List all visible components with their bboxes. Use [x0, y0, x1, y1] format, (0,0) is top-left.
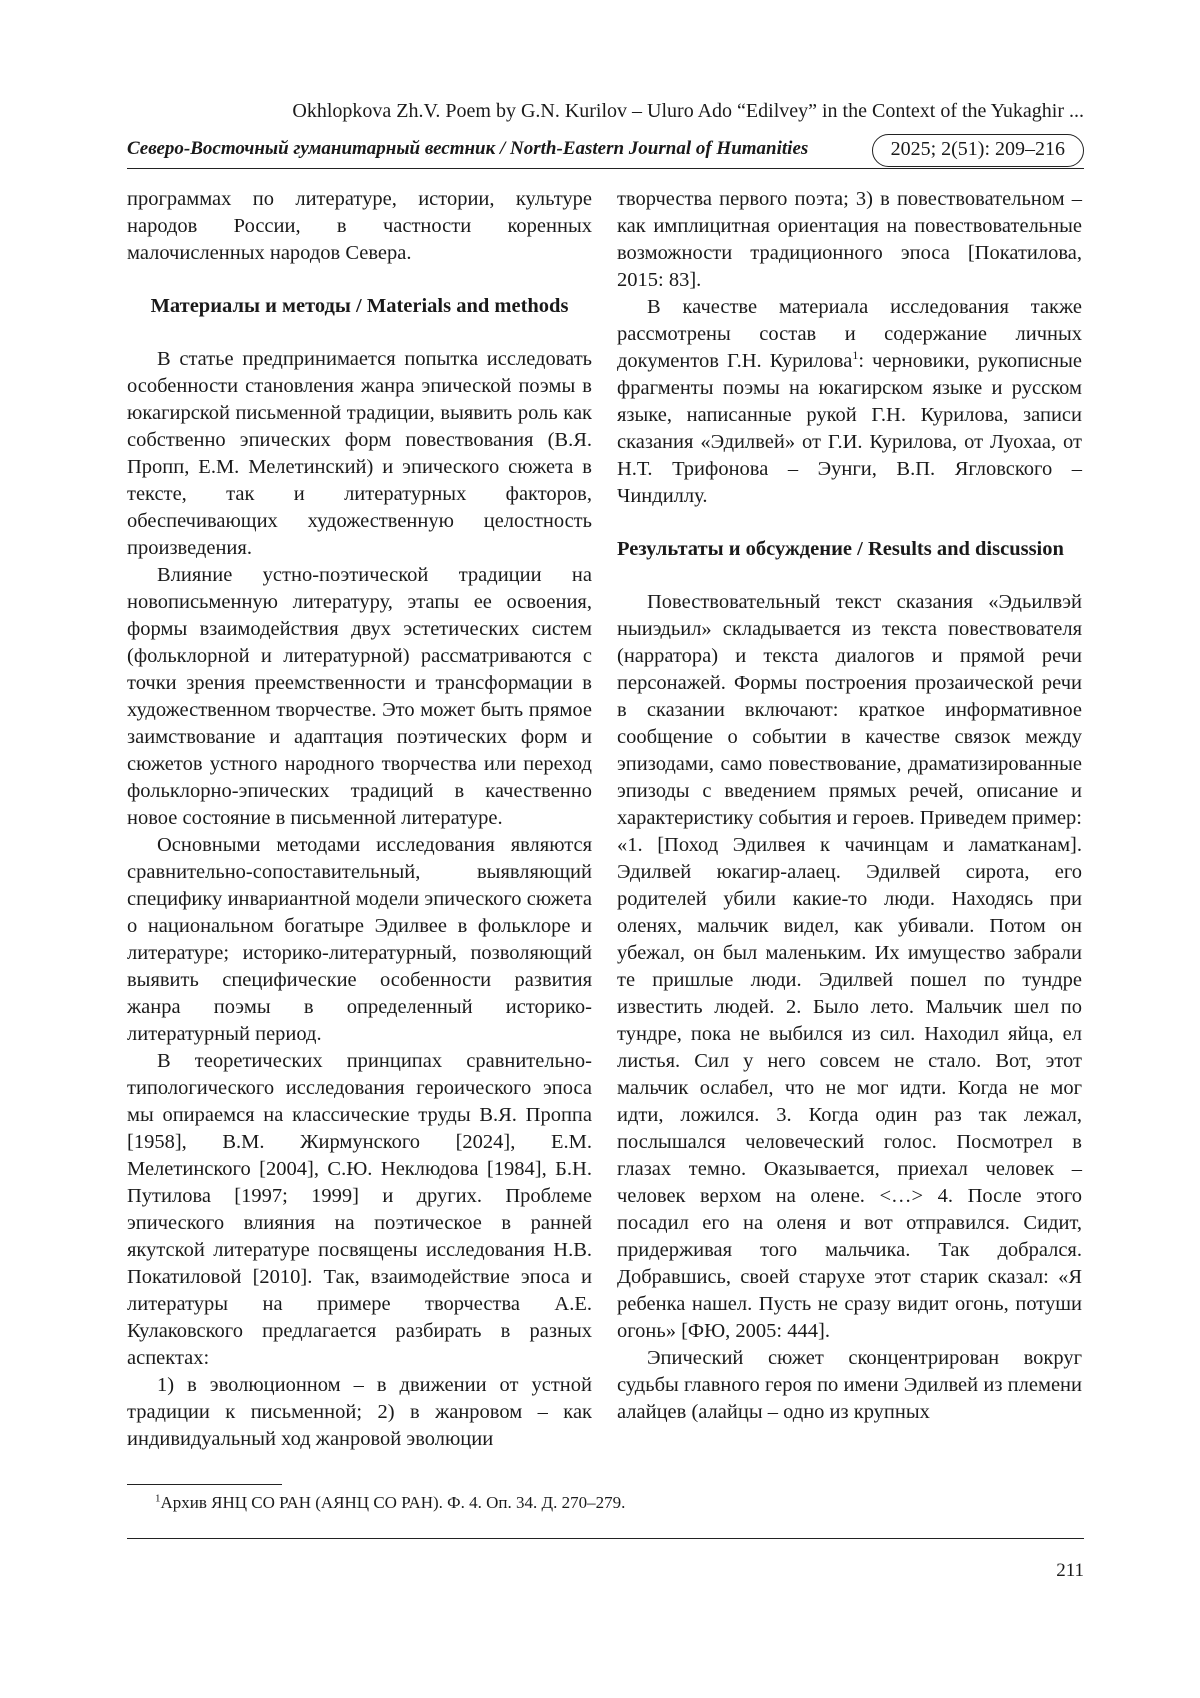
footnote-divider	[127, 1484, 282, 1485]
paragraph: Влияние устно-поэтической традиции на новописьменную литературу, этапы ее освоения, формы взаимодействия двух эстетических систем (фольклорной и литературной) рассматриваются с точки зрения преемственности и трансформации в художественном творчестве. Это может быть прямое заимствование и адаптация поэтических форм и сюжетов устного народного творчества или переход фольклорно-эпических традиций в качественно новое состояние в письменной литературе.	[127, 564, 592, 829]
paragraph: В статье предпринимается попытка исследовать особенности становления жанра эпической поэмы в юкагирской письменной традиции, выявить роль как собственно эпических форм повествования (В.Я. Пропп, Е.М. Мелетинский) и эпического сюжета в тексте, так и литературных факторов, обеспечивающих художественную целостность произведения.	[127, 348, 592, 559]
footer-divider	[127, 1538, 1084, 1539]
paragraph: Основными методами исследования являются сравнительно-сопоставительный, выявляющий специфику инвариантной модели эпического сюжета о национальном богатыре Эдилвее в фольклоре и литературе; историко-литературный, позволяющий выявить специфические особенности развития жанра поэмы в определенный историко-литературный период.	[127, 834, 592, 1045]
paragraph: творчества первого поэта; 3) в повествовательном – как имплицитная ориентация на повествовательные возможности традиционного эпоса [Покатилова, 2015: 83].	[617, 188, 1082, 291]
text: В качестве материала исследования также рассмотрены состав и содержание личных документов Г.Н. Курилова	[617, 296, 1082, 372]
running-title: Okhlopkova Zh.V. Poem by G.N. Kurilov – Uluro Ado “Edilvey” in the Context of the Yukaghir ...	[292, 100, 1084, 122]
journal-name: Северо-Восточный гуманитарный вестник / North-Eastern Journal of Humanities	[127, 138, 809, 159]
paragraph: Эпический сюжет сконцентрирован вокруг судьбы главного героя по имени Эдилвей из племени алайцев (алайцы – одно из крупных	[617, 1347, 1082, 1423]
footnote-text: Архив ЯНЦ СО РАН (АЯНЦ СО РАН). Ф. 4. Оп. 34. Д. 270–279.	[160, 1493, 626, 1512]
right-column	[617, 186, 1082, 1426]
journal-header	[127, 134, 1084, 169]
section-heading-results: Результаты и обсуждение / Results and discussion	[617, 538, 1064, 560]
footnote-mark: 1	[155, 1492, 161, 1505]
text: : черновики, рукописные фрагменты поэмы на юкагирском языке и русском языке, написанные рукой Г.Н. Курилова, записи сказания «Эдилвей» от Г.И. Курилова, от Луохаа, от Н.Т. Трифонова – Эунги, В.П. Ягловского – Чиндиллу.	[617, 350, 1082, 507]
footnote-reference[interactable]: 1	[852, 348, 859, 363]
paragraph: Повествовательный текст сказания «Эдьилвэй ныиэдьил» складывается из текста повествователя (нарратора) и текста диалогов и прямой речи персонажей. Формы построения прозаической речи в сказании включают: краткое информативное сообщение о событии в качестве связок между эпизодами, само повествование, драматизированные эпизоды с введением прямых речей, описание и характеристику события и героев. Приведем пример: «1. [Поход Эдилвея к чачинцам и ламатканам]. Эдилвей юкагир-алаец. Эдилвей сирота, его родителей убили какие-то люди. Находясь при оленях, мальчик видел, как убивали. Потом он убежал, он был маленьким. Их имущество забрали те пришлые люди. Эдилвей пошел по тундре известить людей. 2. Было лето. Мальчик шел по тундре, пока не выбился из сил. Находил яйца, ел листья. Сил у него совсем не стало. Вот, этот мальчик ослабел, что не мог идти. Когда не мог идти, ложился. 3. Когда один раз так лежал, послышался человеческий голос. Посмотрел в глазах темно. Оказывается, приехал человек – человек верхом на олене. <…> 4. После этого посадил его на оленя и вот отправился. Сидит, придерживая того мальчика. Так добрался. Добравшись, своей старухе этот старик сказал: «Я ребенка нашел. Пусть не сразу видит огонь, потуши огонь» [ФЮ, 2005: 444].	[617, 591, 1082, 1342]
section-heading-methods: Материалы и методы / Materials and methods	[150, 295, 569, 317]
issue-badge: 2025; 2(51): 209–216	[872, 134, 1084, 167]
paragraph: 1) в эволюционном – в движении от устной традиции к письменной; 2) в жанровом – как индивидуальный ход жанровой эволюции	[127, 1374, 592, 1450]
left-column	[127, 186, 592, 1453]
paragraph: В теоретических принципах сравнительно-типологического исследования героического эпоса мы опираемся на классические труды В.Я. Проппа [1958], В.М. Жирмунского [2024], Е.М. Мелетинского [2004], С.Ю. Неклюдова [1984], Б.Н. Путилова [1997; 1999] и других. Проблеме эпического влияния на поэтическое в ранней якутской литературе посвящены исследования Н.В. Покатиловой [2010]. Так, взаимодействие эпоса и литературы на примере творчества А.Е. Кулаковского предлагается разбирать в разных аспектах:	[127, 1050, 592, 1369]
paragraph-with-footnote-ref	[617, 294, 1082, 510]
page-number: 211	[1056, 1560, 1084, 1581]
paragraph: программах по литературе, истории, культуре народов России, в частности коренных малочисленных народов Севера.	[127, 188, 592, 264]
footnote	[155, 1493, 625, 1513]
